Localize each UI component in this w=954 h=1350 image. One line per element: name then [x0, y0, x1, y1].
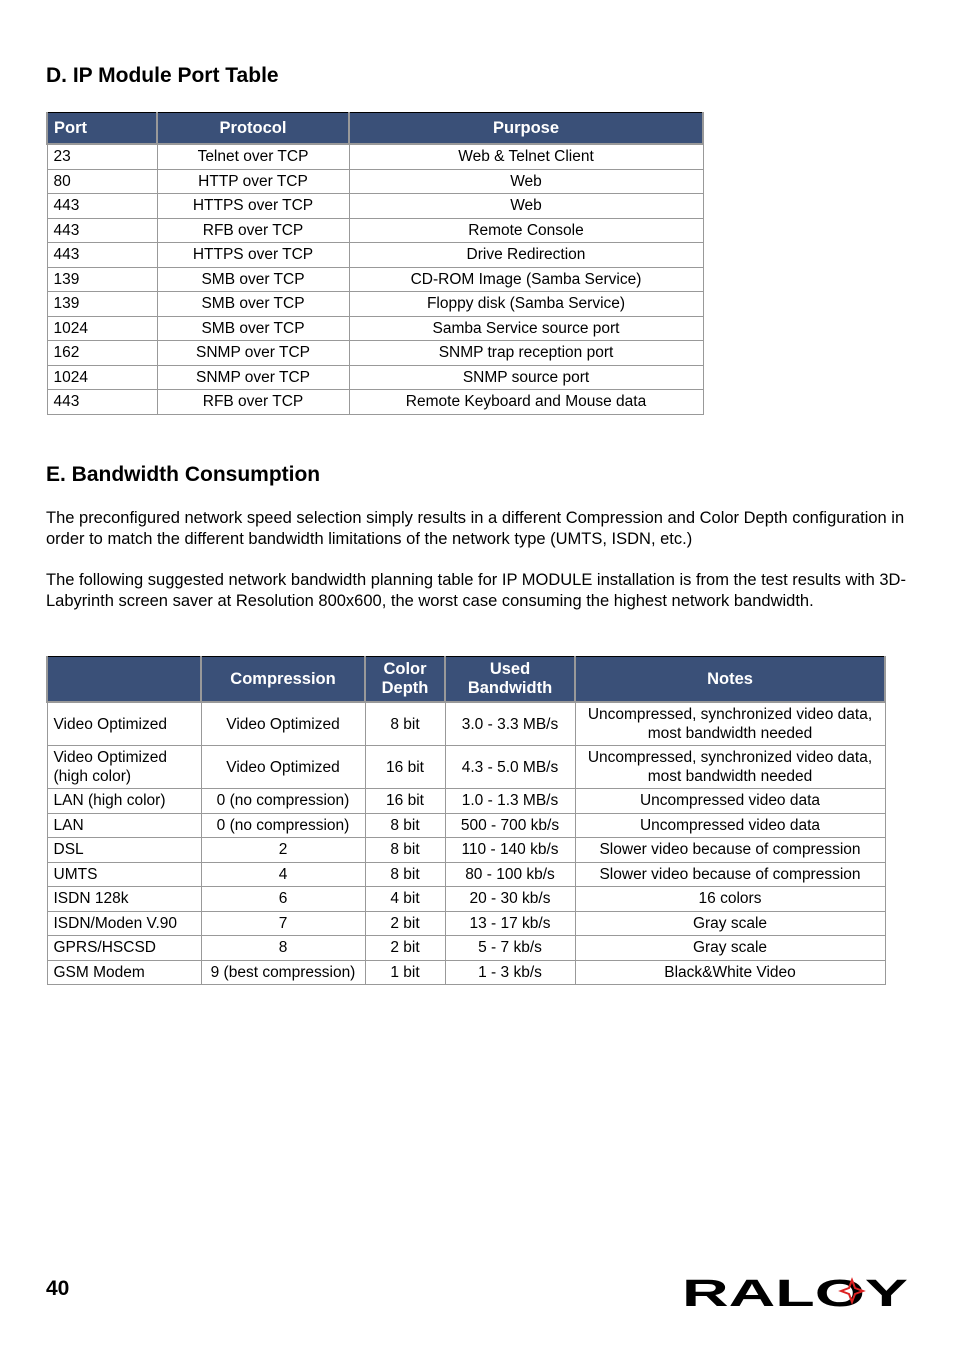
table-row	[47, 838, 885, 863]
table-cell: ISDN/Moden V.90	[47, 911, 201, 936]
table-cell: 16 bit	[365, 789, 445, 814]
table-cell: 139	[47, 267, 157, 292]
table-cell: Slower video because of compression	[575, 838, 885, 863]
table-cell: 13 - 17 kb/s	[445, 911, 575, 936]
bandwidth-table	[46, 656, 886, 985]
table-cell: SNMP trap reception port	[349, 341, 703, 366]
table-row	[47, 911, 885, 936]
table-cell: Video Optimized	[201, 702, 365, 746]
table-cell: SNMP source port	[349, 365, 703, 390]
page-number: 40	[46, 1277, 70, 1300]
table-row	[47, 292, 703, 317]
table-cell: Uncompressed, synchronized video data, most bandwidth needed	[575, 702, 885, 746]
table-cell: 8 bit	[365, 862, 445, 887]
table-row	[47, 243, 703, 268]
table-cell: 1024	[47, 365, 157, 390]
table-cell: 8 bit	[365, 702, 445, 746]
table-cell: 443	[47, 218, 157, 243]
table-cell: RFB over TCP	[157, 390, 349, 415]
table-cell: 16 colors	[575, 887, 885, 912]
table-cell: RFB over TCP	[157, 218, 349, 243]
table-cell: 8 bit	[365, 813, 445, 838]
table-cell: 4 bit	[365, 887, 445, 912]
table-cell: Video Optimized	[201, 746, 365, 789]
table-cell: 3.0 - 3.3 MB/s	[445, 702, 575, 746]
header-port: Port	[47, 113, 157, 145]
table-cell: 4	[201, 862, 365, 887]
table-cell: Web	[349, 169, 703, 194]
table-cell: SNMP over TCP	[157, 341, 349, 366]
table-cell: Floppy disk (Samba Service)	[349, 292, 703, 317]
table-cell: 110 - 140 kb/s	[445, 838, 575, 863]
header-used-bandwidth: Used Bandwidth	[445, 657, 575, 703]
table-cell: CD-ROM Image (Samba Service)	[349, 267, 703, 292]
table-cell: Web	[349, 194, 703, 219]
table-cell: 80 - 100 kb/s	[445, 862, 575, 887]
table-cell: Video Optimized (high color)	[47, 746, 201, 789]
table-cell: 1024	[47, 316, 157, 341]
table-cell: HTTP over TCP	[157, 169, 349, 194]
table-cell: Telnet over TCP	[157, 144, 349, 169]
table-cell: Uncompressed, synchronized video data, most bandwidth needed	[575, 746, 885, 789]
table-cell: 8 bit	[365, 838, 445, 863]
table-cell: 1.0 - 1.3 MB/s	[445, 789, 575, 814]
table-cell: 2 bit	[365, 911, 445, 936]
table-cell: 443	[47, 390, 157, 415]
header-blank	[47, 657, 201, 703]
header-protocol: Protocol	[157, 113, 349, 145]
port-table	[46, 112, 704, 415]
table-cell: SNMP over TCP	[157, 365, 349, 390]
table-cell: Uncompressed video data	[575, 813, 885, 838]
table-cell: 4.3 - 5.0 MB/s	[445, 746, 575, 789]
header-compression: Compression	[201, 657, 365, 703]
table-cell: Remote Console	[349, 218, 703, 243]
table-row	[47, 365, 703, 390]
table-cell: DSL	[47, 838, 201, 863]
table-cell: 7	[201, 911, 365, 936]
table-row	[47, 746, 885, 789]
table-cell: 2	[201, 838, 365, 863]
svg-text:RALOY: RALOY	[682, 1276, 908, 1310]
raloy-logo	[682, 1276, 908, 1310]
table-cell: Black&White Video	[575, 960, 885, 985]
table-cell: 16 bit	[365, 746, 445, 789]
table-cell: LAN (high color)	[47, 789, 201, 814]
table-cell: 0 (no compression)	[201, 813, 365, 838]
table-cell: UMTS	[47, 862, 201, 887]
table-cell: 8	[201, 936, 365, 961]
table-cell: Gray scale	[575, 911, 885, 936]
table-cell: Remote Keyboard and Mouse data	[349, 390, 703, 415]
table-cell: Samba Service source port	[349, 316, 703, 341]
table-cell: Slower video because of compression	[575, 862, 885, 887]
table-row	[47, 813, 885, 838]
table-row	[47, 960, 885, 985]
table-cell: Web & Telnet Client	[349, 144, 703, 169]
table-cell: 9 (best compression)	[201, 960, 365, 985]
table-row	[47, 702, 885, 746]
section-d-title: D. IP Module Port Table	[46, 64, 279, 87]
table-row	[47, 390, 703, 415]
table-cell: 2 bit	[365, 936, 445, 961]
table-cell: Drive Redirection	[349, 243, 703, 268]
table-cell: ISDN 128k	[47, 887, 201, 912]
table-cell: SMB over TCP	[157, 292, 349, 317]
table-cell: 443	[47, 243, 157, 268]
table-row	[47, 789, 885, 814]
table-cell: 162	[47, 341, 157, 366]
table-row	[47, 316, 703, 341]
table-cell: Uncompressed video data	[575, 789, 885, 814]
table-cell: 6	[201, 887, 365, 912]
table-cell: 1 - 3 kb/s	[445, 960, 575, 985]
table-cell: SMB over TCP	[157, 267, 349, 292]
table-row	[47, 144, 703, 169]
table-cell: GPRS/HSCSD	[47, 936, 201, 961]
table-cell: 500 - 700 kb/s	[445, 813, 575, 838]
table-cell: HTTPS over TCP	[157, 194, 349, 219]
header-purpose: Purpose	[349, 113, 703, 145]
table-cell: SMB over TCP	[157, 316, 349, 341]
table-cell: GSM Modem	[47, 960, 201, 985]
header-notes: Notes	[575, 657, 885, 703]
table-cell: 443	[47, 194, 157, 219]
table-row	[47, 267, 703, 292]
table-row	[47, 218, 703, 243]
table-cell: 1 bit	[365, 960, 445, 985]
table-row	[47, 341, 703, 366]
header-color-depth: Color Depth	[365, 657, 445, 703]
section-e-title: E. Bandwidth Consumption	[46, 463, 321, 486]
table-row	[47, 936, 885, 961]
table-row	[47, 169, 703, 194]
table-cell: HTTPS over TCP	[157, 243, 349, 268]
table-row	[47, 194, 703, 219]
table-row	[47, 862, 885, 887]
table-row	[47, 887, 885, 912]
table-cell: Video Optimized	[47, 702, 201, 746]
table-cell: 0 (no compression)	[201, 789, 365, 814]
table-cell: 20 - 30 kb/s	[445, 887, 575, 912]
paragraph-1: The preconfigured network speed selection simply results in a different Compression and Color Depth configuration in order to match the different bandwidth limitations of the network type (UMTS, ISDN, etc.)	[46, 509, 905, 548]
table-cell: 80	[47, 169, 157, 194]
table-cell: 139	[47, 292, 157, 317]
table-cell: 23	[47, 144, 157, 169]
table-cell: Gray scale	[575, 936, 885, 961]
paragraph-2: The following suggested network bandwidth planning table for IP MODULE installation is from the test results with 3D-Labyrinth screen saver at Resolution 800x600, the worst case consuming the highest network bandwidth.	[46, 571, 906, 610]
table-cell: 5 - 7 kb/s	[445, 936, 575, 961]
table-cell: LAN	[47, 813, 201, 838]
